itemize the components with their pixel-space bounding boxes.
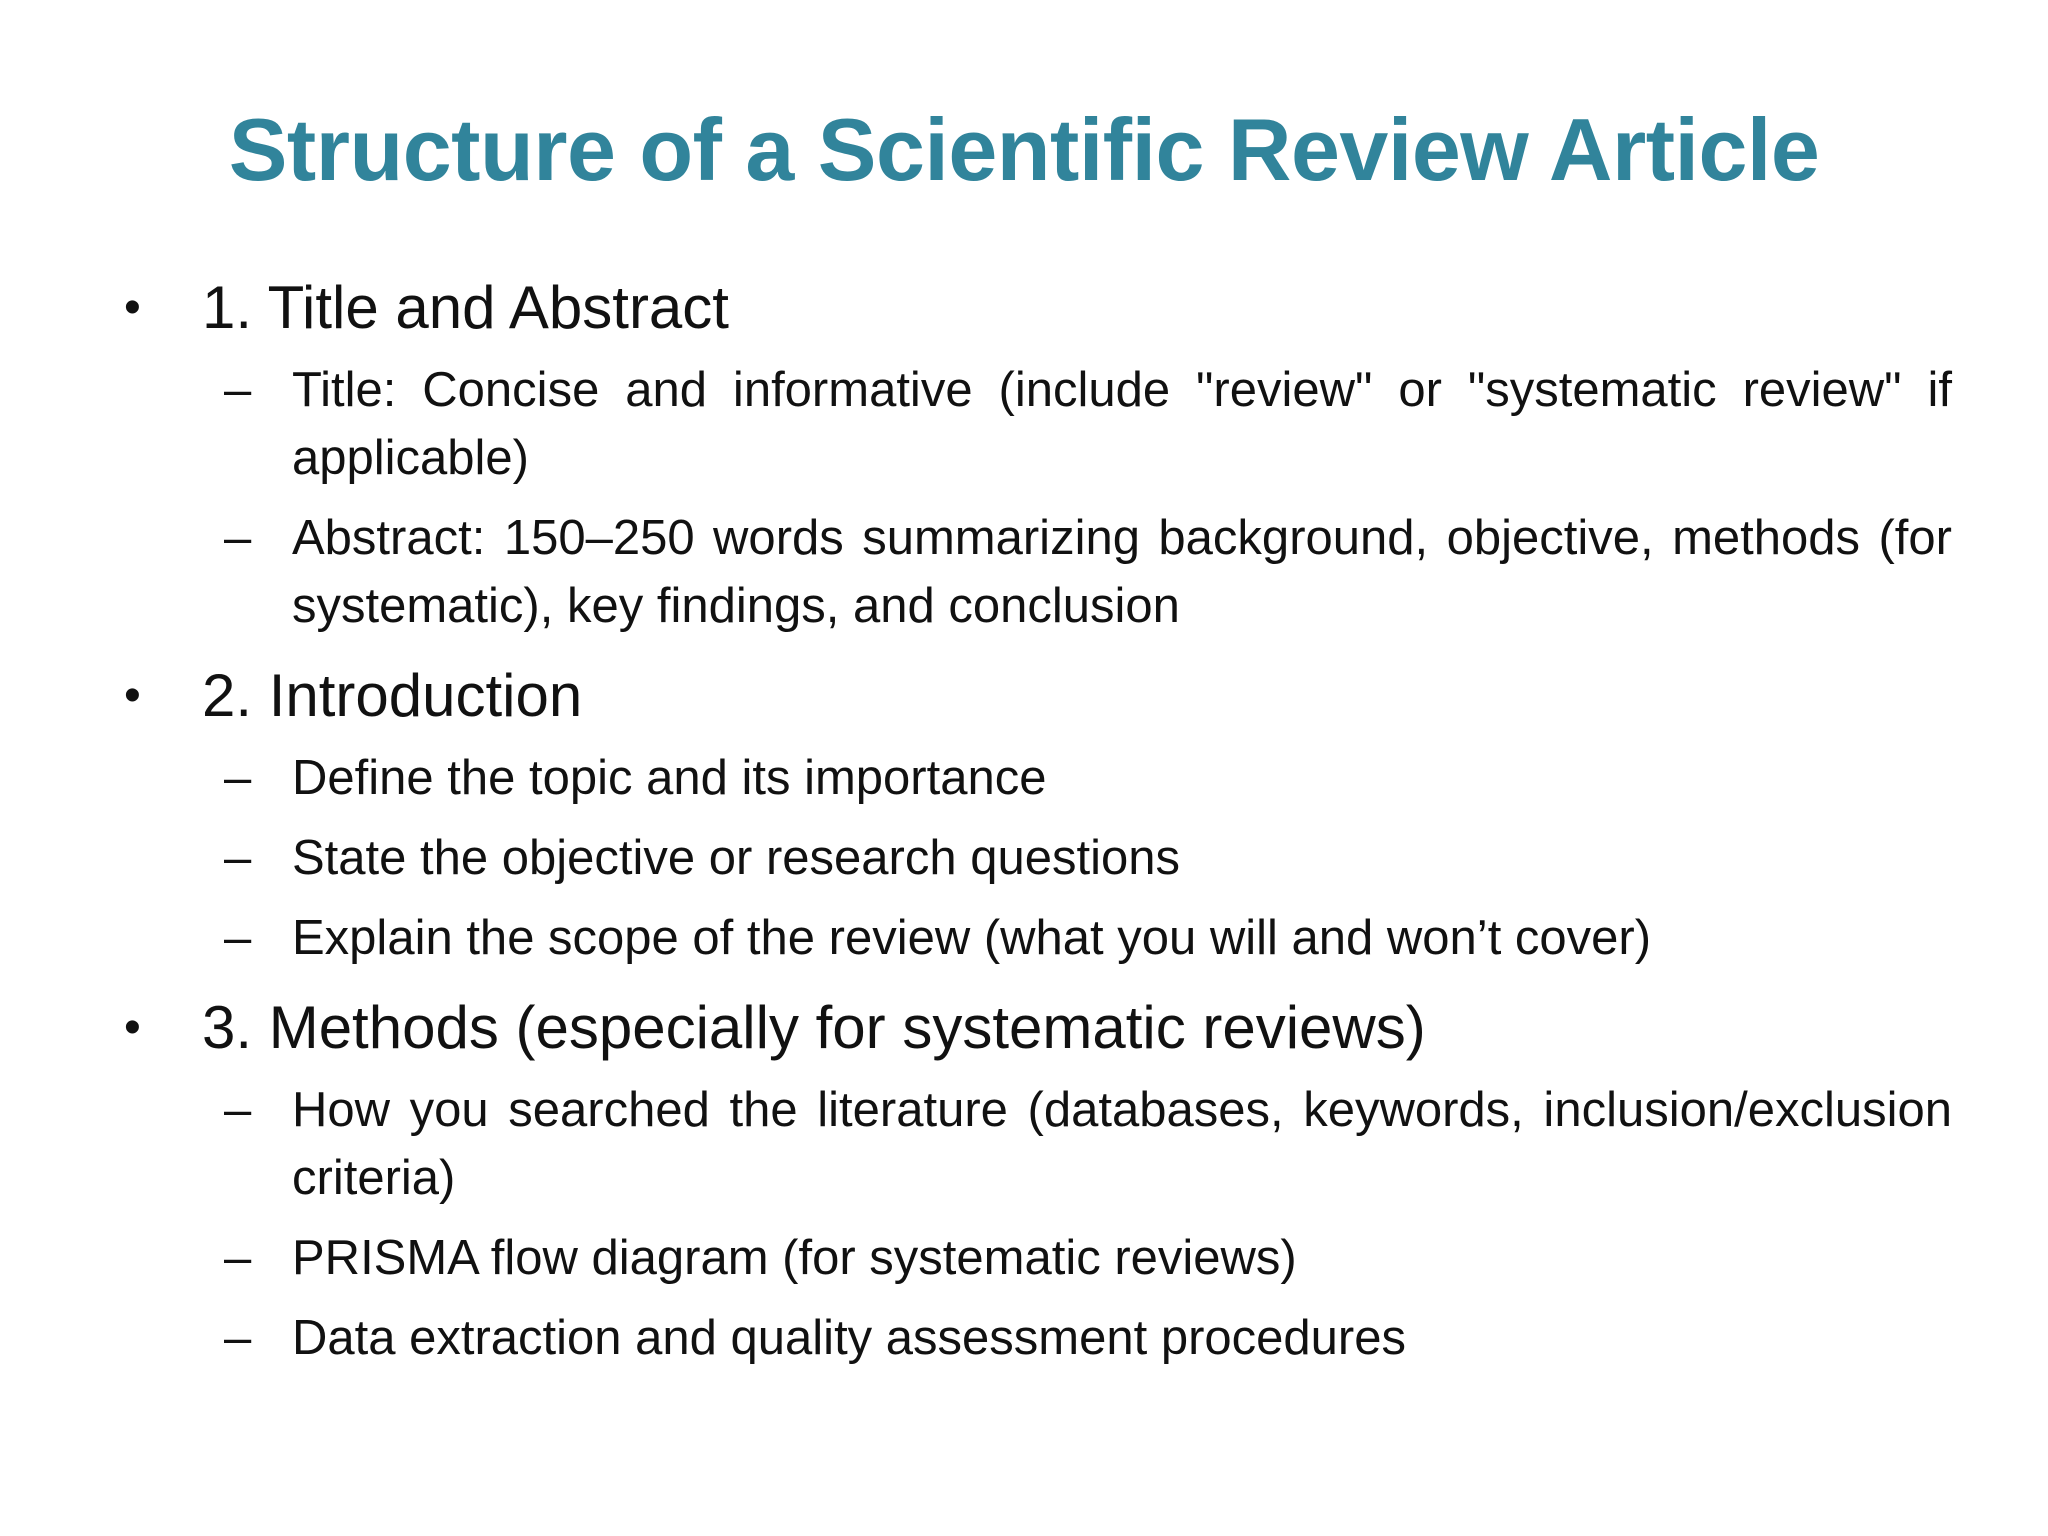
dash-icon: –	[224, 511, 252, 565]
dash-icon: –	[224, 1231, 252, 1285]
list-item	[120, 1304, 1952, 1372]
list-item	[120, 356, 1952, 492]
slide-content	[120, 272, 1952, 1372]
bullet-icon: •	[124, 281, 141, 334]
list-item	[120, 1076, 1952, 1212]
dash-icon: –	[224, 363, 252, 417]
list-item	[120, 1224, 1952, 1292]
section-heading-text: 1. Title and Abstract	[202, 274, 729, 341]
section-heading	[120, 992, 1940, 1064]
list-item-text: Title: Concise and informative (include "review" or "systematic review" if applicable)	[292, 363, 1952, 485]
dash-icon: –	[224, 831, 252, 885]
list-item-text: PRISMA flow diagram (for systematic reviews)	[292, 1231, 1297, 1285]
dash-icon: –	[224, 1083, 252, 1137]
dash-icon: –	[224, 751, 252, 805]
section-heading	[120, 272, 1940, 344]
list-item-text: Abstract: 150–250 words summarizing background, objective, methods (for systematic), key findings, and conclusion	[292, 511, 1952, 633]
section-heading-text: 2. Introduction	[202, 662, 583, 729]
list-item	[120, 744, 1952, 812]
list-item-text: State the objective or research questions	[292, 831, 1180, 885]
section-heading	[120, 660, 1940, 732]
bullet-icon: •	[124, 1001, 141, 1054]
dash-icon: –	[224, 1311, 252, 1365]
dash-icon: –	[224, 911, 252, 965]
list-item-text: Explain the scope of the review (what you will and won’t cover)	[292, 911, 1652, 965]
section-heading-text: 3. Methods (especially for systematic reviews)	[202, 994, 1426, 1061]
bullet-icon: •	[124, 669, 141, 722]
slide-title: Structure of a Scientific Review Article	[228, 100, 1820, 199]
list-item	[120, 504, 1952, 640]
list-item-text: Define the topic and its importance	[292, 751, 1047, 805]
list-item-text: Data extraction and quality assessment procedures	[292, 1311, 1406, 1365]
list-item	[120, 904, 1952, 972]
list-item-text: How you searched the literature (databases, keywords, inclusion/exclusion criteria)	[292, 1083, 1952, 1205]
list-item	[120, 824, 1952, 892]
